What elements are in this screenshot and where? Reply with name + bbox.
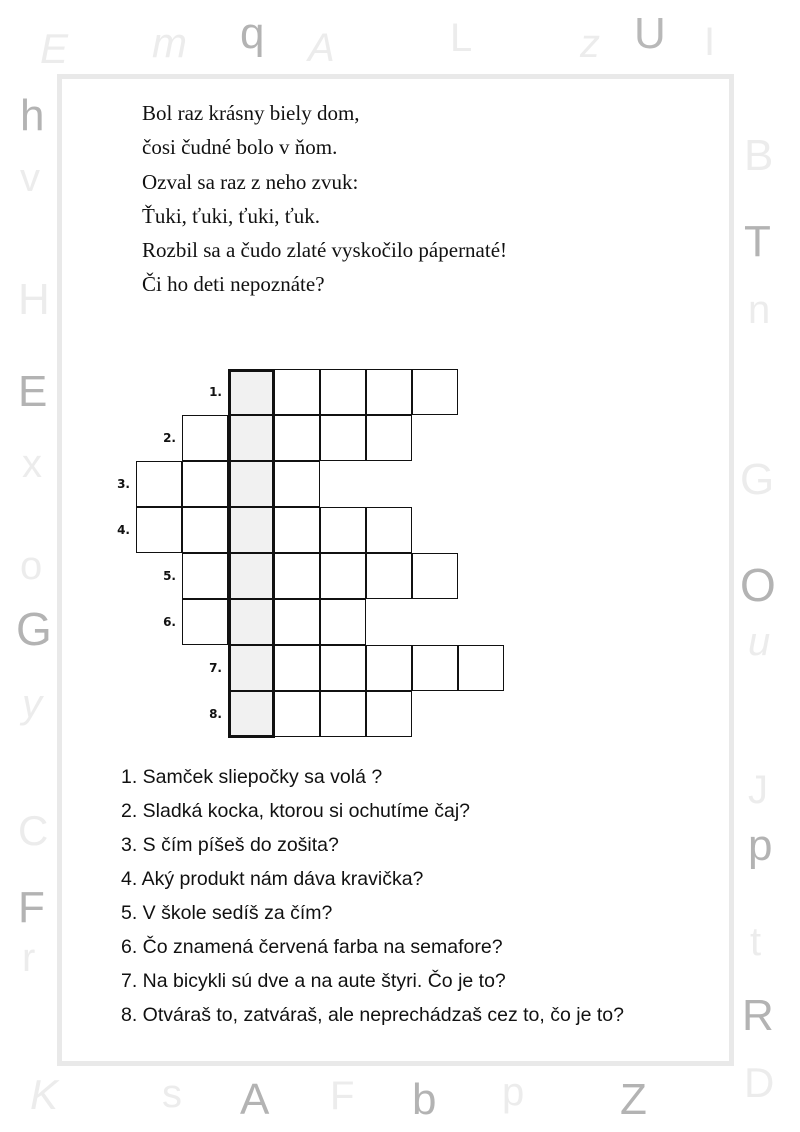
border-letter: r [22,936,36,980]
border-letter: G [16,603,52,655]
poem-line: Ťuki, ťuki, ťuki, ťuk. [142,203,320,228]
border-letter: o [20,544,43,588]
crossword-cell[interactable] [320,599,366,645]
row-number: 3. [117,477,130,491]
border-letter: K [30,1071,59,1118]
solution-cell[interactable] [228,415,274,461]
border-letter: x [22,442,42,486]
row-number: 5. [163,569,176,583]
clue: 6. Čo znamená červená farba na semafore? [121,936,503,958]
clue: 8. Otváraš to, zatváraš, ale neprechádzaš cez to, čo je to? [121,1004,624,1026]
border-letter: D [744,1059,775,1106]
crossword-cell[interactable] [182,553,228,599]
row-number: 8. [209,707,222,721]
border-letter: s [162,1072,182,1116]
crossword-cell[interactable] [274,599,320,645]
solution-cell[interactable] [228,507,274,553]
border-letter: F [330,1074,355,1118]
crossword-cell[interactable] [412,369,458,415]
border-letter: z [580,22,600,66]
crossword-cell[interactable] [366,645,412,691]
crossword-cell[interactable] [274,507,320,553]
border-letter: O [740,559,776,611]
clue: 5. V škole sedíš za čím? [121,902,333,924]
crossword-cell[interactable] [412,645,458,691]
crossword-cell[interactable] [412,553,458,599]
border-letter: T [744,217,771,266]
crossword-cell[interactable] [366,507,412,553]
border-letter: F [18,883,45,932]
border-letter: u [748,620,771,664]
border-letter: m [152,19,187,66]
border-letter: H [18,275,50,324]
crossword-cell[interactable] [458,645,504,691]
crossword-cell[interactable] [182,461,228,507]
poem-line: Ozval sa raz z neho zvuk: [142,169,359,194]
clue: 7. Na bicykli sú dve a na aute štyri. Čo je to? [121,970,506,992]
solution-cell[interactable] [228,599,274,645]
clue-list [121,762,624,1034]
clue: 1. Samček sliepočky sa volá ? [121,766,383,788]
row-number: 2. [163,431,176,445]
border-letter: A [240,1075,270,1124]
clue: 4. Aký produkt nám dáva kravička? [121,868,424,890]
crossword-cell[interactable] [366,369,412,415]
crossword-cell[interactable] [320,691,366,737]
poem-line: Bol raz krásny biely dom, [142,101,360,125]
crossword-cell[interactable] [274,645,320,691]
poem-line: Rozbil sa a čudo zlaté vyskočilo pápernaté! [142,238,508,263]
border-letter: v [20,156,40,200]
crossword-cell[interactable] [274,369,320,415]
border-letter: C [18,807,49,854]
crossword-cell[interactable] [274,461,320,507]
border-letter: L [450,16,473,60]
crossword-cell[interactable] [320,369,366,415]
border-letter: n [748,288,771,332]
solution-cell[interactable] [228,645,274,691]
crossword-cell[interactable] [136,507,182,553]
crossword-cell[interactable] [182,599,228,645]
crossword-cell[interactable] [320,553,366,599]
crossword-cell[interactable] [320,415,366,461]
clue: 3. S čím píšeš do zošita? [121,834,339,856]
border-letter: J [748,768,768,812]
border-letter: E [40,25,69,72]
crossword-cell[interactable] [366,553,412,599]
border-letter: q [240,9,265,58]
border-letter: Z [620,1075,647,1124]
row-number: 4. [117,523,130,537]
crossword-cell[interactable] [182,507,228,553]
crossword-cell[interactable] [274,415,320,461]
border-letter: G [740,455,775,504]
crossword-cell[interactable] [182,415,228,461]
crossword-cell[interactable] [274,553,320,599]
crossword-cell[interactable] [136,461,182,507]
border-letter: I [704,20,716,64]
solution-cell[interactable] [228,553,274,599]
border-letter: A [308,26,335,70]
border-letter: B [744,131,774,180]
border-letter: U [634,9,666,58]
poem-line: čosi čudné bolo v ňom. [142,135,338,160]
crossword-cell[interactable] [366,691,412,737]
crossword-cell[interactable] [274,691,320,737]
crossword-cell[interactable] [320,645,366,691]
border-letter: p [502,1070,525,1114]
row-number: 1. [209,385,222,399]
solution-cell[interactable] [228,691,274,737]
solution-cell[interactable] [228,369,274,415]
border-letter: h [20,91,45,140]
crossword-cell[interactable] [320,507,366,553]
border-letter: R [742,991,774,1040]
border-letter: p [748,821,773,870]
clue: 2. Sladká kocka, ktorou si ochutíme čaj? [121,800,471,822]
border-letter: b [412,1075,437,1124]
poem-line: Či ho deti nepoznáte? [142,272,325,297]
crossword-cell[interactable] [366,415,412,461]
solution-cell[interactable] [228,461,274,507]
row-number: 6. [163,615,176,629]
border-letter: y [22,682,42,726]
border-letter: t [750,920,762,964]
row-number: 7. [209,661,222,675]
border-letter: E [18,367,48,416]
